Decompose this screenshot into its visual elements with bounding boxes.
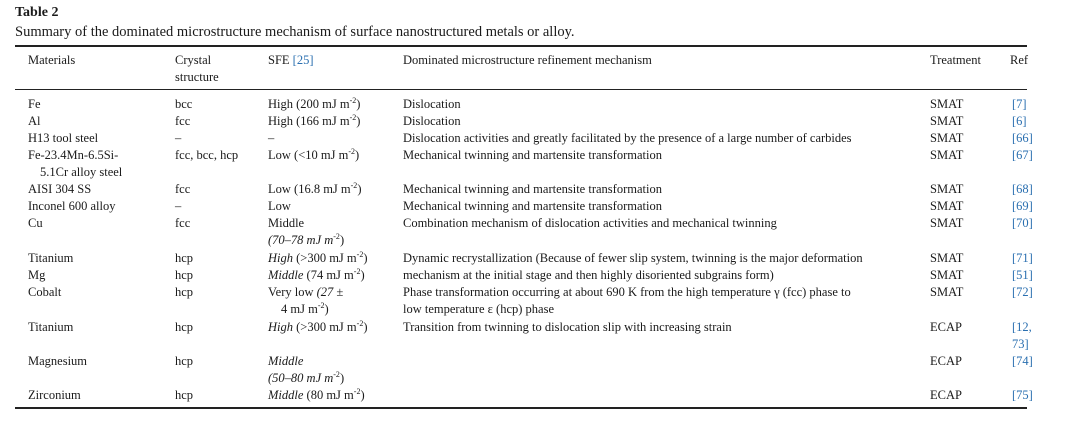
cell-treatment: SMAT — [930, 131, 964, 145]
cell-sfe: High (166 mJ $m^{-2}$) — [268, 113, 361, 128]
cell-mechanism: Dynamic recrystallization (Because of fewer slip system, twinning is the major deformation — [403, 251, 863, 265]
cell-crystal: fcc — [175, 182, 191, 196]
cell-sfe: Middle (70–78 mJ $m^{-2}$) — [268, 216, 345, 247]
cell-mechanism: Mechanical twinning and martensite transformation — [403, 182, 662, 196]
cell-sfe: Middle (74 mJ $m^{-2}$) — [268, 267, 365, 282]
cell-sfe: Very low (27 ± 4 mJ $m^{-2}$) — [268, 285, 344, 316]
cell-ref-link[interactable]: [72] — [1012, 285, 1033, 299]
cell-mechanism: Mechanical twinning and martensite transformation — [403, 148, 662, 162]
cell-mechanism: Phase transformation occurring at about 690 K from the high temperature γ (fcc) phase to low temperature ε (hcp) phase — [403, 285, 851, 316]
header-sfe: SFE [25] — [268, 53, 314, 67]
cell-crystal: fcc — [175, 216, 191, 230]
cell-sfe: Low (<10 mJ $m^{-2}$) — [268, 147, 360, 162]
header-ref: Ref — [1010, 53, 1029, 67]
cell-mechanism: Transition from twinning to dislocation slip with increasing strain — [403, 320, 732, 334]
cell-treatment: SMAT — [930, 114, 964, 128]
cell-material: Al — [28, 114, 41, 128]
cell-treatment: SMAT — [930, 285, 964, 299]
header-treatment: Treatment — [930, 53, 981, 67]
cell-ref-link[interactable]: [75] — [1012, 388, 1033, 402]
header-crystal: Crystal structure — [175, 53, 219, 84]
table-caption: Summary of the dominated microstructure mechanism of surface nanostructured metals or alloy. — [15, 24, 575, 40]
cell-ref-link[interactable]: [6] — [1012, 114, 1027, 128]
cell-mechanism: mechanism at the initial stage and then highly disoriented subgrains form) — [403, 268, 774, 282]
cell-ref-link[interactable]: [66] — [1012, 131, 1033, 145]
cell-material: Inconel 600 alloy — [28, 199, 116, 213]
cell-material: Magnesium — [28, 354, 88, 368]
cell-treatment: SMAT — [930, 97, 964, 111]
cell-crystal: hcp — [175, 320, 194, 334]
cell-material: Fe-23.4Mn-6.5Si- 5.1Cr alloy steel — [28, 148, 123, 179]
cell-crystal: hcp — [175, 251, 194, 265]
cell-crystal: hcp — [175, 354, 194, 368]
cell-sfe: Low — [268, 199, 291, 213]
cell-ref-link[interactable]: [67] — [1012, 148, 1033, 162]
cell-treatment: SMAT — [930, 182, 964, 196]
cell-ref-link[interactable]: [68] — [1012, 182, 1033, 196]
cell-sfe: High (>300 mJ $m^{-2}$) — [268, 250, 368, 265]
cell-sfe: Middle (50–80 mJ $m^{-2}$) — [268, 354, 345, 385]
cell-material: Zirconium — [28, 388, 81, 402]
cell-crystal: bcc — [175, 97, 193, 111]
cell-mechanism: Dislocation — [403, 114, 461, 128]
cell-material: Titanium — [28, 251, 74, 265]
cell-ref-link[interactable]: [70] — [1012, 216, 1033, 230]
cell-sfe: High (200 mJ $m^{-2}$) — [268, 96, 361, 111]
cell-treatment: SMAT — [930, 251, 964, 265]
cell-crystal: hcp — [175, 285, 194, 299]
cell-sfe: – — [268, 131, 275, 145]
cell-material: Fe — [28, 97, 41, 111]
table-label: Table 2 — [15, 5, 59, 20]
cell-material: Titanium — [28, 320, 74, 334]
cell-treatment: ECAP — [930, 388, 962, 402]
cell-material: Cobalt — [28, 285, 62, 299]
cell-mechanism: Mechanical twinning and martensite transformation — [403, 199, 662, 213]
header-mechanism: Dominated microstructure refinement mechanism — [403, 53, 652, 67]
cell-treatment: SMAT — [930, 216, 964, 230]
cell-material: AISI 304 SS — [28, 182, 92, 196]
cell-crystal: – — [175, 131, 182, 145]
cell-ref-link[interactable]: [69] — [1012, 199, 1033, 213]
cell-material: Mg — [28, 268, 46, 282]
cell-crystal: hcp — [175, 268, 194, 282]
cell-treatment: ECAP — [930, 354, 962, 368]
cell-crystal: – — [175, 199, 182, 213]
cell-ref-link[interactable]: [74] — [1012, 354, 1033, 368]
cell-sfe: High (>300 mJ $m^{-2}$) — [268, 319, 368, 334]
cell-material: Cu — [28, 216, 43, 230]
cell-treatment: SMAT — [930, 148, 964, 162]
bottom-rule — [15, 407, 1027, 409]
cell-material: H13 tool steel — [28, 131, 99, 145]
cell-treatment: ECAP — [930, 320, 962, 334]
cell-ref-link[interactable]: [51] — [1012, 268, 1033, 282]
cell-mechanism: Combination mechanism of dislocation activities and mechanical twinning — [403, 216, 777, 230]
cell-ref-link[interactable]: [7] — [1012, 97, 1027, 111]
cell-crystal: fcc — [175, 114, 191, 128]
cell-mechanism: Dislocation — [403, 97, 461, 111]
header-materials: Materials — [28, 53, 76, 67]
cell-mechanism: Dislocation activities and greatly facilitated by the presence of a large number of carbides — [403, 131, 852, 145]
cell-crystal: fcc, bcc, hcp — [175, 148, 239, 162]
cell-ref-link[interactable]: [12, 73] — [1012, 320, 1032, 351]
cell-treatment: SMAT — [930, 199, 964, 213]
top-rule — [15, 45, 1027, 47]
cell-sfe: Low (16.8 mJ $m^{-2}$) — [268, 181, 362, 196]
sfe-ref-link[interactable]: [25] — [292, 53, 314, 67]
cell-crystal: hcp — [175, 388, 194, 402]
header-rule — [15, 89, 1027, 90]
cell-treatment: SMAT — [930, 268, 964, 282]
cell-ref-link[interactable]: [71] — [1012, 251, 1033, 265]
cell-sfe: Middle (80 mJ $m^{-2}$) — [268, 387, 365, 402]
